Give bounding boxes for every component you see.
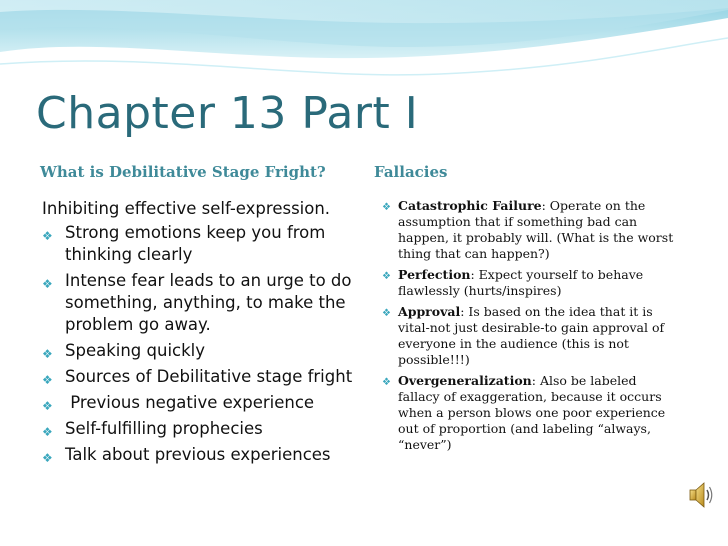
list-item: ❖ Approval: Is based on the idea that it is vital-not just desirable-to gain approval of everyone in the audience (this is not possible!!!) <box>382 304 665 367</box>
diamond-bullet-icon: ❖ <box>42 347 53 361</box>
list-item: ❖ Speaking quickly <box>42 340 360 362</box>
diamond-bullet-icon: ❖ <box>42 451 53 465</box>
list-item: ❖ Strong emotions keep you from thinking clearly <box>42 223 326 264</box>
decorative-wave-banner <box>0 0 728 90</box>
diamond-bullet-icon: ❖ <box>42 373 53 387</box>
fallacies-list <box>382 198 682 453</box>
list-item: ❖ Perfection: Expect yourself to behave flawlessly (hurts/inspires) <box>382 267 644 298</box>
list-item: ❖ Self-fulfilling prophecies <box>42 418 360 440</box>
left-content <box>42 198 360 470</box>
right-column-heading: Fallacies <box>374 163 448 181</box>
list-item: ❖ Previous negative experience <box>42 392 360 414</box>
left-column-heading: What is Debilitative Stage Fright? <box>40 163 326 181</box>
diamond-bullet-icon: ❖ <box>382 202 391 213</box>
list-item: ❖ Catastrophic Failure: Operate on the assumption that if something bad can happen, it probably will. (What is the worst thing that can happen?) <box>382 198 674 261</box>
slide-title: Chapter 13 Part I <box>36 88 419 139</box>
diamond-bullet-icon: ❖ <box>382 271 391 282</box>
list-item: ❖ Intense fear leads to an urge to do something, anything, to make the problem go away. <box>42 271 352 334</box>
diamond-bullet-icon: ❖ <box>382 377 391 388</box>
speaker-icon[interactable] <box>688 480 714 510</box>
list-item: ❖ Overgeneralization: Also be labeled fallacy of exaggeration, because it occurs when a person blows one poor experience out of proportion (and labeling “always, “never”) <box>382 373 666 452</box>
diamond-bullet-icon: ❖ <box>42 277 53 291</box>
right-content <box>382 198 682 458</box>
list-item: ❖ Talk about previous experiences <box>42 444 360 466</box>
diamond-bullet-icon: ❖ <box>42 399 53 413</box>
list-item: ❖ Sources of Debilitative stage fright <box>42 366 360 388</box>
diamond-bullet-icon: ❖ <box>42 229 53 243</box>
left-bullet-list <box>42 222 360 466</box>
diamond-bullet-icon: ❖ <box>42 425 53 439</box>
left-lead-text: Inhibiting effective self-expression. <box>42 199 331 218</box>
diamond-bullet-icon: ❖ <box>382 308 391 319</box>
